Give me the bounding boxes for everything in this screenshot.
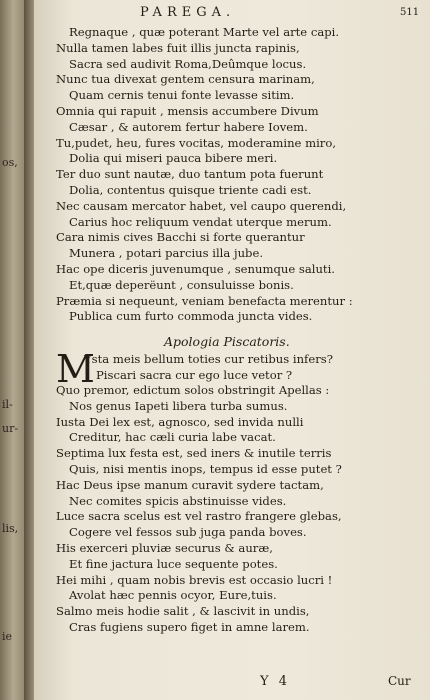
verse-line: Nec comites spicis abstinuisse vides. [69,493,287,508]
drop-cap: M [56,347,95,391]
verse-line: Iusta Dei lex est, agnosco, sed invida nulli [56,414,304,429]
verse-line: Præmia si nequeunt, veniam benefacta merentur : [56,293,353,308]
page-number: 511 [400,7,420,18]
margin-fragment: ur- [2,422,19,435]
margin-fragment: os, [2,156,18,169]
margin-fragment: il- [2,398,13,411]
verse-line: Nunc tua divexat gentem censura marinam, [56,72,315,87]
verse-line: Tu,pudet, heu, fures vocitas, moderamine miro, [56,135,337,150]
signature-mark: Y 4 [260,674,290,689]
verse-line: Nec causam mercator habet, vel caupo querendi, [56,198,347,213]
margin-fragment: ie [2,630,13,643]
verse-line: Quis, nisi mentis inops, tempus id esse putet ? [69,462,342,476]
verse-line: Hac Deus ipse manum curavit sydere tactam, [56,477,324,492]
verse-line: Sacra sed audivit Roma,Deûmque locus. [69,56,307,71]
verse-line: Nos genus Iapeti libera turba sumus. [69,398,288,413]
verse-line: His exerceri pluviæ securus & auræ, [56,541,273,555]
verse-line: Piscari sacra cur ego luce vetor ? [96,367,293,382]
verse-line: Hac ope diceris juvenumque , senumque saluti. [56,262,335,276]
verse-line: Omnia qui rapuit , mensis accumbere Divum [56,104,319,118]
verse-line: Nulla tamen labes fuit illis juncta rapinis, [56,40,300,55]
verse-line: Et fine jactura luce sequente potes. [69,556,278,571]
verse-line: Carius hoc reliquum vendat uterque merum. [69,214,332,229]
verse-line: Avolat hæc pennis ocyor, Eure,tuis. [69,588,277,603]
running-head: PAREGA. [140,5,236,20]
verse-line: Septima lux festa est, sed iners & inutile terris [56,446,332,461]
section-title: Apologia Piscatoris. [164,334,290,349]
verse-line: Ysta meis bellum toties cur retibus infers? [84,352,333,366]
verse-line: Cæsar , & autorem fertur habere Iovem. [69,119,308,134]
verse-line: Regnaque , quæ poterant Marte vel arte capi. [69,25,340,39]
verse-line: Dolia, contentus quisque triente cadi est. [69,183,312,197]
verse-line: Salmo meis hodie salit , & lascivit in undis, [56,604,310,619]
verse-line: Cras fugiens supero figet in amne larem. [69,620,310,634]
margin-fragment: lis, [2,522,19,535]
catchword: Cur [388,674,411,688]
verse-line: Et,quæ deperëunt , consuluisse bonis. [69,277,294,292]
verse-line: Ter duo sunt nautæ, duo tantum pota fuerunt [56,167,324,182]
verse-line: Publica cum furto commoda juncta vides. [69,309,313,324]
verse-line: Quo premor, edictum solos obstringit Apellas : [56,383,330,397]
verse-line: Quam cernis tenui fonte levasse sitim. [69,88,295,103]
verse-line: Dolia qui miseri pauca bibere meri. [69,151,278,166]
facing-page-edge [0,0,24,700]
verse-line: Cogere vel fessos sub juga panda boves. [69,525,307,540]
verse-line: Cara nimis cives Bacchi si forte querantur [56,230,305,245]
verse-line: Luce sacra scelus est vel rastro frangere glebas, [56,509,342,524]
verse-line: Creditur, hac cæli curia labe vacat. [69,430,276,445]
verse-line: Munera , potari parcius illa jube. [69,246,264,261]
verse-line: Hei mihi , quam nobis brevis est occasio lucri ! [56,572,333,587]
